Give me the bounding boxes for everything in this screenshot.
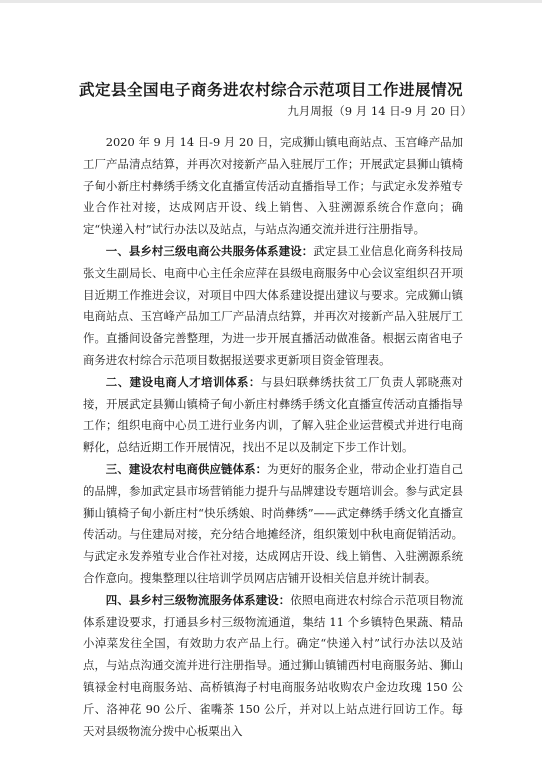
document-body: [83, 132, 463, 742]
section-paragraph-3: [83, 459, 463, 590]
section-paragraph-4: [83, 590, 463, 743]
document-title: 武定县全国电子商务进农村综合示范项目工作进展情况: [78, 81, 463, 99]
paragraph-text: 与县妇联彝绣扶贫工厂负责人郭晓燕对接，开展武定县狮山镇椅子甸小新庄村彝绣手绣文化直播宣传活动直播指导工作；组织电商中心员工进行业务内训，了解入驻企业运营模式并进行电商孵化，总结近期工作开展情况，找出不足以及制定下步工作计划。: [83, 374, 463, 455]
section-heading: 三、建设农村电商供应链体系：: [105, 461, 268, 476]
paragraph-text: 依照电商进农村综合示范项目物流体系建设要求，打通县乡村三级物流通道，集结 11 个乡镇特色果蔬、精品小淖菜发往全国，有效助力农产品上行。确定“快递入村”试行办法以及站点，与站点沟通交流并进行注册指导。通过狮山镇铺西村电商服务站、狮山镇禄金村电商服务站、高桥镇海子村电商服务站收购农户金边玫瑰 150 公斤、洛神花 90 公斤、雀嘴茶 150 公斤，并对以上站点进行回访工作。每天对县级物流分拨中心板栗出入: [83, 592, 463, 738]
intro-paragraph: [83, 132, 463, 241]
paragraph-text: 为更好的服务企业，带动企业打造自己的品牌，参加武定县市场营销能力提升与品牌建设专题培训会。参与武定县狮山镇椅子甸小新庄村“快乐绣娘、时尚彝绣”——武定彝绣手绣文化直播宣传活动。与住建局对接，充分结合地摊经济，组织策划中秋电商促销活动。与武定永发养殖专业合作社对接，达成网店开设、线上销售、入驻溯源系统合作意向。搜集整理以往培训学员网店店铺开设相关信息并统计制表。: [83, 461, 463, 585]
document-subtitle: 九月周报（9 月 14 日-9 月 20 日）: [287, 104, 472, 118]
paragraph-text: 武定县工业信息化商务科技局张文生副局长、电商中心主任余应萍在县级电商服务中心会议室组织召开项目近期工作推进会议，对项目中四大体系建设提出建议与要求。完成狮山镇电商站点、玉宫峰产品加工厂产品清点结算，并再次对接新产品入驻展厅工作。直播间设备完善整理，为进一步开展直播活动做准备。根据云南省电子商务进农村综合示范项目数据报送要求更新项目资金管理表。: [83, 243, 463, 367]
section-heading: 四、县乡村三级物流服务体系建设：: [105, 592, 291, 607]
section-paragraph-2: [83, 372, 463, 459]
section-heading: 二、建设电商人才培训体系：: [105, 374, 261, 389]
section-paragraph-1: [83, 241, 463, 372]
scan-edge: [0, 0, 542, 3]
paragraph-text: 2020 年 9 月 14 日-9 月 20 日，完成狮山镇电商站点、玉宫峰产品加工厂产品清点结算，并再次对接新产品入驻展厅工作；开展武定县狮山镇椅子甸小新庄村彝绣手绣文化直播宣传活动直播指导工作；与武定永发养殖专业合作社对接，达成网店开设、线上销售、入驻溯源系统合作意向；确定“快递入村”试行办法以及站点，与站点沟通交流并进行注册指导。: [83, 135, 463, 237]
section-heading: 一、县乡村三级电商公共服务体系建设：: [105, 243, 314, 258]
